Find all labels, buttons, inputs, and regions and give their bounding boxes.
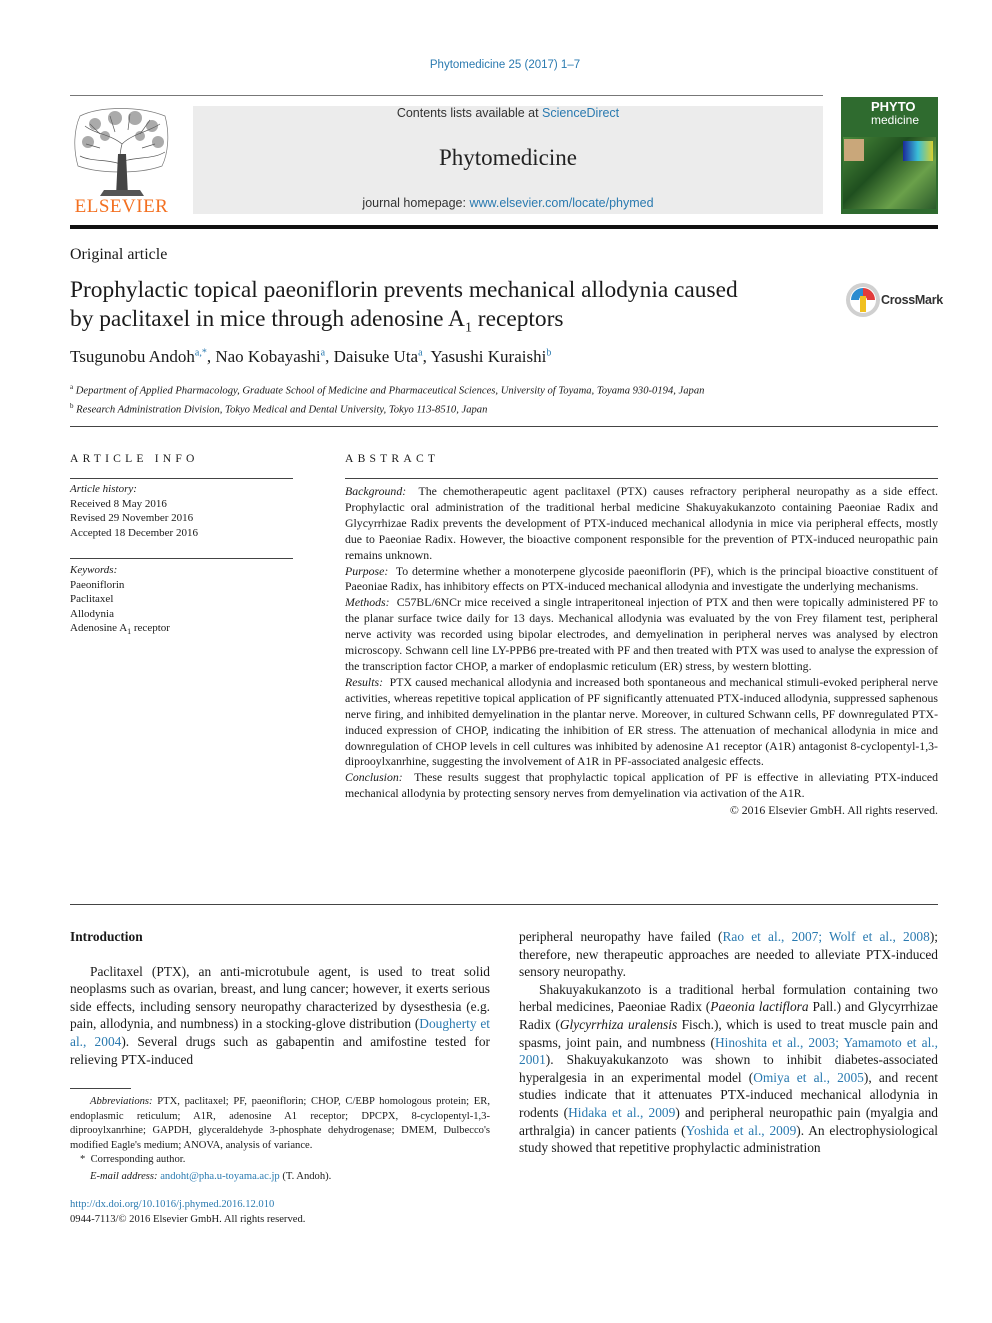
crossmark-badge[interactable]: [845, 282, 943, 318]
accepted-date: Accepted 18 December 2016: [70, 526, 198, 539]
keyword: Allodynia: [70, 607, 114, 620]
intro-right-column: [519, 928, 938, 1157]
sciencedirect-link[interactable]: ScienceDirect: [542, 106, 620, 120]
email-note: E-mail address: andoht@pha.u-toyama.ac.jp (T. Andoh).: [90, 1170, 332, 1182]
article-title: [70, 276, 830, 343]
header-top-rule: [70, 95, 823, 96]
keywords: [70, 563, 170, 640]
citation-link[interactable]: Hinoshita et al., 2003; Yamamoto et al., 2001: [519, 1034, 938, 1068]
article-info-rule: [70, 478, 293, 479]
author-list: Tsugunobu Andoh$^{a,*}$, Nao Kobayashi$^a$, Daisuke Uta$^a$, Yasushi Kuraishi$^b$: [70, 347, 552, 366]
intro-paragraph-3: Shakuyakukanzoto is a traditional herbal formulation containing two herbal medicines, Paeoniae Radix (Paeonia lactiflora Pall.) and Glycyrrhizae Radix (Glycyrrhiza uralensis Fisch.), which is used to treat muscle pain and spasms, joint pain, and numbness (Hinoshita et al., 2003; Yamamoto et al., 2001). Shakuyakukanzoto was shown to inhibit diabetes-associated hyperalgesia in an experimental model (Omiya et al., 2005), and recent studies indicate that it attenuates PTX-induced mechanical allodynia in rodents (Hidaka et al., 2009) and peripheral neuropathic pain (myalgia and arthralgia) in cancer patients (Yoshida et al., 2009). An electrophysiological study showed that repetitive prophylactic administration: [519, 981, 938, 1156]
footnotes: [70, 1095, 490, 1184]
elsevier-tree-icon: [70, 104, 173, 196]
title-text-2: by paclitaxel in mice through adenosine A: [70, 306, 465, 332]
homepage-prefix: journal homepage:: [362, 196, 470, 210]
affiliation-rule: [70, 426, 938, 427]
cover-graphic: [903, 141, 933, 161]
footnote-rule: [70, 1088, 131, 1089]
journal-name: Phytomedicine: [439, 145, 577, 170]
article-info-heading: ARTICLE INFO: [70, 452, 199, 465]
abstract-rule: [345, 478, 938, 479]
affiliation: $^b$ Research Administration Division, Tokyo Medical and Dental University, Tokyo 113-8510, Japan: [70, 402, 488, 416]
keyword: Adenosine $A_1$ receptor: [70, 622, 170, 637]
title-subscript: 1: [464, 320, 472, 336]
intro-left-column: [70, 928, 490, 1068]
cover-title-1: PHYTO: [871, 99, 916, 114]
keyword: Paclitaxel: [70, 593, 114, 605]
contents-prefix: Contents lists available at: [396, 106, 543, 120]
abstract-heading: ABSTRACT: [345, 452, 440, 465]
abstract-copyright: © 2016 Elsevier GmbH. All rights reserved.: [729, 803, 938, 818]
keywords-label: Keywords:: [70, 564, 118, 576]
cover-portrait: [844, 139, 864, 161]
abstract-conclusion: Conclusion: These results suggest that prophylactic topical application of PF is effective in alleviating PTX-induced mechanical allodynia by protecting sensory nerves from demyelination via activation of the A1R.: [345, 770, 938, 801]
journal-cover-image: [841, 97, 938, 214]
abstract-methods: Methods: C57BL/6NCr mice received a single intraperitoneal injection of PTX and then were topically administered PF to the planar surface twice daily for 13 days. Mechanical allodynia was evaluated by the von Frey filament test, peripheral nerve activity was recorded using bipolar electrodes, and demyelination in peripheral nerves was analysed by electron microscopy. Schwann cell line LY-PPB6 pre-treated with PF and then treated with PTX was used to analyse the expression of the transcription factor CHOP, a marker of endoplasmic reticulum (ER) stress, by western blotting.: [345, 595, 939, 673]
citation-link[interactable]: Dougherty et al., 2004: [70, 1016, 491, 1049]
abstract-bottom-rule: [70, 904, 938, 905]
issn-copyright: 0944-7113/© 2016 Elsevier GmbH. All rights reserved.: [70, 1214, 306, 1225]
keyword: Paeoniflorin: [70, 578, 125, 591]
citation-link[interactable]: Omiya et al., 2005: [753, 1069, 864, 1085]
author[interactable]: Daisuke Uta$^a$: [333, 347, 423, 366]
email-link[interactable]: andoht@pha.u-toyama.ac.jp: [160, 1170, 280, 1182]
abbreviations-footnote: Abbreviations: PTX, paclitaxel; PF, paeoniflorin; CHOP, C/EBP homologous protein; ER, endoplasmic reticulum; A1R, adenosine A1 receptor; DPCPX, 8-cyclopentyl-1,3-diprooylxanrhine; GAPDH, glyceraldehyde 3-phosphate dehydrogenase; DMEM, Dulbecco's modified Eagle's medium; ANOVA, analysis of variance.: [70, 1096, 490, 1151]
title-line-2: [70, 305, 830, 343]
abstract-background: Background: The chemotherapeutic agent paclitaxel (PTX) causes refractory peripheral neuropathy as a side effect. Prophylactic oral administration of the traditional herbal medicine Shakuyakukanzoto containing Paeoniae Radix and Glycyrrhizae Radix prevents the development of PTX-induced mechanical allodynia in mice via peripheral effects, mostly due to Paeoniae Radix. However, the bioactive component responsible for the prevention of PTX-induced neuropathic pain remains unknown.: [345, 484, 938, 562]
title-line-1: Prophylactic topical paeoniflorin prevents mechanical allodynia caused: [70, 277, 738, 303]
corresponding-author-note: * Corresponding author.: [80, 1154, 186, 1165]
author[interactable]: Tsugunobu Andoh$^{a,*}$: [70, 347, 207, 366]
elsevier-wordmark: ELSEVIER: [74, 196, 169, 217]
intro-paragraph-1: Paclitaxel (PTX), an anti-microtubule agent, is used to treat solid neoplasms such as ovarian, breast, and lung cancer; however, it exerts serious side effects, including sensory neuropathy characterized by dysesthesia (e.g. pain, allodynia, and numbness) in a stocking-glove distribution (Dougherty et al., 2004). Several drugs such as gabapentin and amifostine tested for relieving PTX-induced: [70, 963, 491, 1067]
crossmark-icon: [845, 282, 881, 318]
citation-link[interactable]: Yoshida et al., 2009: [685, 1122, 797, 1138]
intro-heading: Introduction: [70, 929, 143, 944]
abstract-body: [345, 484, 938, 819]
header-thick-rule: [70, 225, 938, 229]
homepage-line: [193, 196, 823, 210]
citation-link[interactable]: Rao et al., 2007; Wolf et al., 2008: [722, 929, 930, 944]
journal-homepage-link[interactable]: www.elsevier.com/locate/phymed: [469, 196, 654, 210]
revised-date: Revised 29 November 2016: [70, 512, 194, 524]
affiliations: [70, 380, 704, 418]
cover-title-2: medicine: [871, 113, 920, 127]
abstract-results: Results: PTX caused mechanical allodynia and increased both spontaneous and mechanical stimuli-evoked peripheral nerve activities, whereas repetitive topical application of PF significantly attenuated PTX-induced allodynia, suppressed saphenous nerve firing, and inhibited demyelination in the plantar nerve. Moreover, in cultured Schwann cells, PF downregulated PTX-induced expression of CHOP, indicating the inhibition of ER stress. The attenuation of mechanical allodynia in mice and downregulation of CHOP levels in cell cultures was inhibited by adenosine A1 receptor (A1R) antagonist 8-cyclopentyl-1,3-diprooylxanrhine, suggesting the involvement of A1R in PF-associated analgesic effects.: [345, 674, 938, 769]
intro-paragraph-2: peripheral neuropathy have failed (Rao et al., 2007; Wolf et al., 2008); therefore, new therapeutic approaches are needed to alleviate PTX-induced sensory neuropathy.: [519, 929, 938, 980]
article-type: Original article: [70, 246, 168, 263]
abstract-purpose: Purpose: To determine whether a monoterpene glycoside paeoniflorin (PF), which is the principal bioactive constituent of Paeoniae Radix, has inhibitory effects on PTX-induced mechanical allodynia and investigate the underlying mechanisms.: [345, 563, 938, 594]
received-date: Received 8 May 2016: [70, 497, 167, 510]
affiliation: $^a$ Department of Applied Pharmacology, Graduate School of Medicine and Pharmaceutical Sciences, University of Toyama, Toyama 930-0194, Japan: [70, 383, 705, 397]
article-history: [70, 482, 198, 540]
crossmark-label: CrossMark: [881, 293, 943, 307]
doi-link[interactable]: http://dx.doi.org/10.1016/j.phymed.2016.12.010: [70, 1199, 275, 1210]
author[interactable]: Yasushi Kuraishi$^b$: [430, 347, 552, 366]
title-text-3: receptors: [471, 306, 564, 332]
elsevier-logo: [70, 104, 173, 216]
journal-reference[interactable]: Phytomedicine 25 (2017) 1–7: [429, 59, 581, 71]
history-label: Article history:: [70, 483, 137, 495]
keywords-rule: [70, 558, 293, 559]
author[interactable]: Nao Kobayashi$^a$: [215, 347, 326, 366]
citation-link[interactable]: Hidaka et al., 2009: [568, 1104, 676, 1120]
contents-line: [193, 106, 823, 120]
